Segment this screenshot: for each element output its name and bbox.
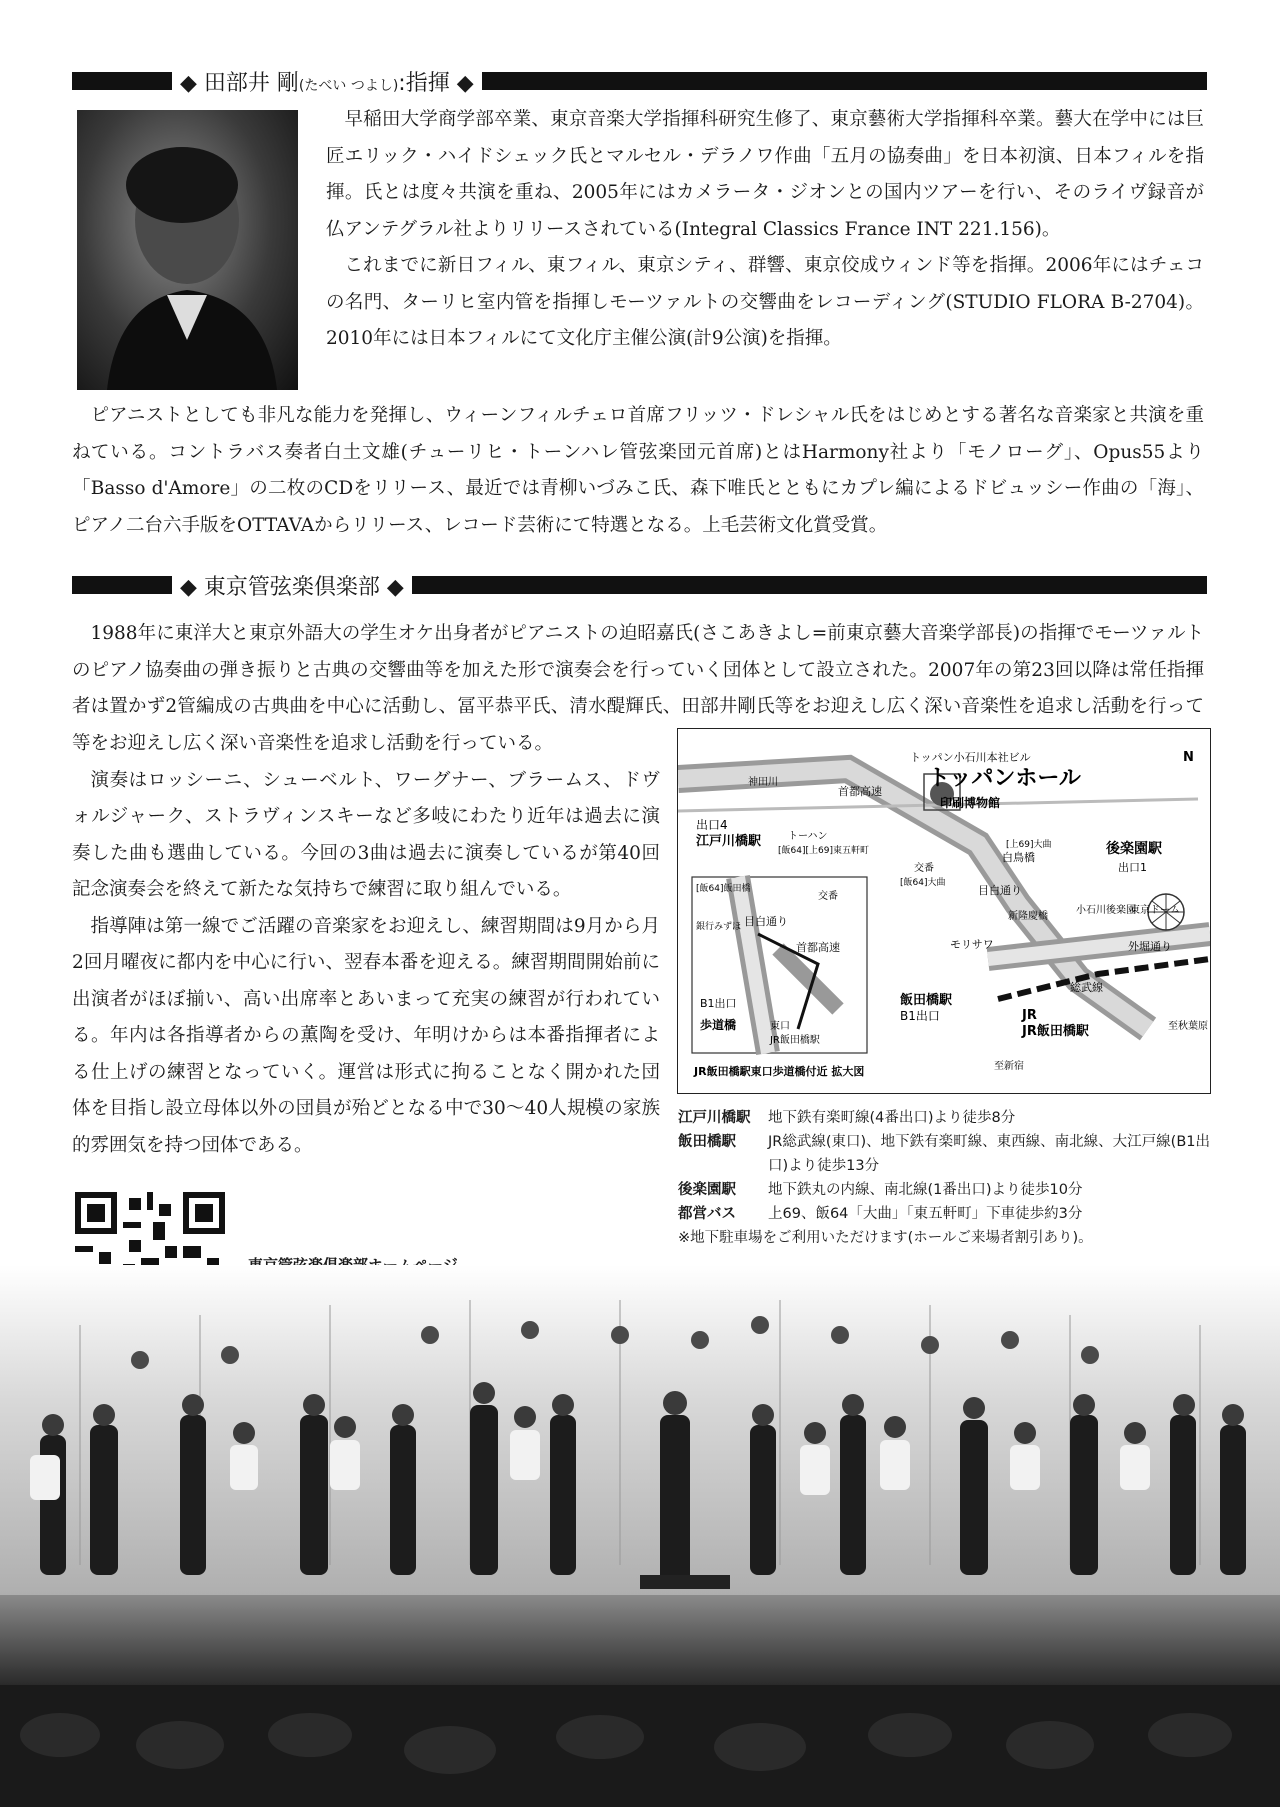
map-label: 歩道橋 xyxy=(700,1018,737,1032)
map-label: B1出口 xyxy=(900,1009,940,1023)
access-row xyxy=(678,1130,1218,1178)
conductor-photo xyxy=(77,110,298,390)
orchestra-paragraph: 1988年に東洋大と東京外語大の学生オケ出身者がピアニストの迫昭嘉氏(さこあきよし=前東京藝大音楽学部長)の指揮でモーツァルトのピアノ協奏曲の弾き振りと古典の交響曲等を加えた形で演奏会を行っていく団体として設立された。2007年の第23回以降は常任指揮者は置かず2管編成の古典曲を中心に活動し、冨平恭平氏、清水醍輝氏、田部井剛氏等をお迎えし広く深い音楽性を追求し活動を行って xyxy=(72,623,1204,717)
map-north-icon: N xyxy=(1183,750,1194,765)
orchestra-heading xyxy=(72,568,1207,602)
map-label: 銀行みずほ xyxy=(696,922,742,932)
map-label: [上69]大曲 xyxy=(1006,840,1052,850)
orchestra-paragraph: 指導陣は第一線でご活躍の音楽家をお迎えし、練習期間は9月から月2回月曜夜に都内を中心に行い、翌春本番を迎える。練習期間開始前に出演者がほぼ揃い、高い出席率とあいまって充実の練習が行われている。年内は各指導者からの薫陶を受け、年明けからは本番指揮者による仕上げの練習となっていく。運営は形式に拘ることなく開かれた団体を目指し設立母体以外の団員が殆どとなる中で30〜40人規模の家族的雰囲気を持つ団体である。 xyxy=(72,915,660,1156)
orchestra-body xyxy=(72,726,660,1196)
access-row xyxy=(678,1178,1218,1202)
conductor-reading: (たべい つよし) xyxy=(298,77,399,94)
map-label: 至秋葉原 xyxy=(1168,1021,1208,1032)
map-label: 首都高速 xyxy=(796,941,840,954)
map-label: 東口 xyxy=(770,1021,790,1032)
conductor-bio-bottom xyxy=(72,398,1204,544)
access-station: 都営バス xyxy=(678,1206,736,1222)
access-station: 江戸川橋駅 xyxy=(678,1110,751,1126)
orchestra-paragraph-tail: 等をお迎えし広く深い音楽性を追求し活動を行っている。 xyxy=(72,733,554,754)
map-label: [飯64][上69]東五軒町 xyxy=(778,846,869,856)
heading-bar xyxy=(72,72,172,90)
map-label: JR飯田橋駅 xyxy=(770,1035,820,1046)
heading-title: ◆ 東京管弦楽倶楽部 ◆ xyxy=(180,574,404,600)
parking-note: ※地下駐車場をご利用いただけます(ホールご来場者割引あり)。 xyxy=(678,1230,1093,1246)
map-label: 交番 xyxy=(914,863,934,874)
map-label: 目白通り xyxy=(978,884,1022,897)
conductor-portrait xyxy=(77,110,298,390)
orchestra-paragraph: 演奏はロッシーニ、シューベルト、ワーグナー、ブラームス、ドヴォルジャーク、ストラヴィンスキーなど多岐にわたり近年は過去に演奏した曲も選曲している。今回の3曲は過去に演奏しているが第40回記念演奏会を終えて新たな気持ちで練習に取り組んでいる。 xyxy=(72,769,660,900)
orchestra-stage-image xyxy=(0,1265,1280,1807)
access-map xyxy=(677,728,1211,1094)
bio-paragraph: 早稲田大学商学部卒業、東京音楽大学指揮科研究生修了、東京藝術大学指揮科卒業。藝大在学中には巨匠エリック・ハイドシェック氏とマルセル・デラノワ作曲「五月の協奏曲」を日本初演、日本フィルを指揮。氏とは度々共演を重ね、2005年にはカメラータ・ジオンとの国内ツアーを行い、そのライヴ録音が仏アンテグラル社よりリリースされている(Integral Classics France INT 221.156)。 xyxy=(326,109,1204,240)
map-hall-label: トッパンホール xyxy=(928,766,1081,791)
map-drawing xyxy=(678,729,1210,1093)
map-label: 出口1 xyxy=(1118,861,1147,874)
access-row xyxy=(678,1106,1218,1130)
map-label: 外堀通り xyxy=(1128,940,1172,953)
access-row xyxy=(678,1202,1218,1226)
conductor-role: :指揮 xyxy=(398,70,450,96)
map-label: 白鳥橋 xyxy=(1002,851,1035,864)
orchestra-name: 東京管弦楽倶楽部 xyxy=(203,574,380,600)
map-label: 目白通り xyxy=(744,915,788,928)
bio-paragraph: これまでに新日フィル、東フィル、東京シティ、群響、東京佼成ウィンド等を指揮。2006年にはチェコの名門、ターリヒ室内管を指揮しモーツァルトの交響曲をレコーディング(STUDIO FLORA B-2704)。2010年には日本フィルにて文化庁主催公演(計9公演)を指揮。 xyxy=(326,255,1204,349)
access-list xyxy=(678,1106,1218,1250)
access-station: 飯田橋駅 xyxy=(678,1134,736,1150)
map-label: 首都高速 xyxy=(838,785,882,798)
access-station: 後楽園駅 xyxy=(678,1182,736,1198)
heading-title: ◆ 田部井 剛(たべい つよし):指揮 ◆ xyxy=(180,70,474,96)
map-label: 東京ドーム xyxy=(1130,905,1180,916)
map-label: [飯64]飯田橋 xyxy=(696,884,751,894)
heading-bar xyxy=(412,576,1207,594)
orchestra-intro xyxy=(72,616,1204,728)
map-museum-label: 印刷博物館 xyxy=(940,796,1001,810)
heading-bar xyxy=(72,576,172,594)
map-label: 小石川後楽園 xyxy=(1076,905,1136,916)
map-label: JR飯田橋駅 xyxy=(1022,1024,1089,1039)
heading-bar xyxy=(482,72,1207,90)
access-desc: JR総武線(東口)、地下鉄有楽町線、東西線、南北線、大江戸線(B1出口)より徒歩13分 xyxy=(768,1134,1210,1174)
access-desc: 地下鉄丸の内線、南北線(1番出口)より徒歩10分 xyxy=(768,1182,1083,1198)
map-building-label: トッパン小石川本社ビル xyxy=(910,751,1031,764)
map-label: 神田川 xyxy=(748,777,778,788)
map-label: B1出口 xyxy=(700,997,737,1010)
conductor-name: 田部井 剛 xyxy=(203,70,299,96)
map-inset-caption: JR飯田橋駅東口歩道橋付近 拡大図 xyxy=(694,1065,865,1078)
map-label: 総武線 xyxy=(1070,981,1103,994)
map-label: 至新宿 xyxy=(994,1061,1024,1072)
map-label: JR xyxy=(1022,1008,1037,1023)
map-label: [飯64]大曲 xyxy=(900,878,946,888)
access-desc: 上69、飯64「大曲」「東五軒町」下車徒歩約3分 xyxy=(768,1206,1083,1222)
map-label: モリサワ xyxy=(950,938,994,951)
conductor-bio-top xyxy=(326,102,1204,358)
map-label: 飯田橋駅 xyxy=(900,993,953,1008)
access-desc: 地下鉄有楽町線(4番出口)より徒歩8分 xyxy=(768,1110,1016,1126)
conductor-heading xyxy=(72,64,1207,98)
orchestra-photo xyxy=(0,1265,1280,1807)
bio-paragraph: ピアニストとしても非凡な能力を発揮し、ウィーンフィルチェロ首席フリッツ・ドレシャル氏をはじめとする著名な音楽家と共演を重ねている。コントラバス奏者白土文雄(チューリヒ・トーンハレ管弦楽団元首席)とはHarmony社より「モノローグ」、Opus55より「Basso d'Amore」の二枚のCDをリリース、最近では青柳いづみこ氏、森下唯氏とともにカプレ編によるドビュッシー作曲の「海」、ピアノ二台六手版をOTTAVAからリリース、レコード芸術にて特選となる。上毛芸術文化賞受賞。 xyxy=(72,405,1204,536)
map-label: 出口4 xyxy=(696,818,728,832)
map-label: 新隆慶橋 xyxy=(1008,911,1048,922)
map-label: 交番 xyxy=(818,891,838,902)
map-label: 江戸川橋駅 xyxy=(696,834,762,849)
map-label: トーハン xyxy=(788,831,828,842)
map-label: 後楽園駅 xyxy=(1106,841,1162,857)
